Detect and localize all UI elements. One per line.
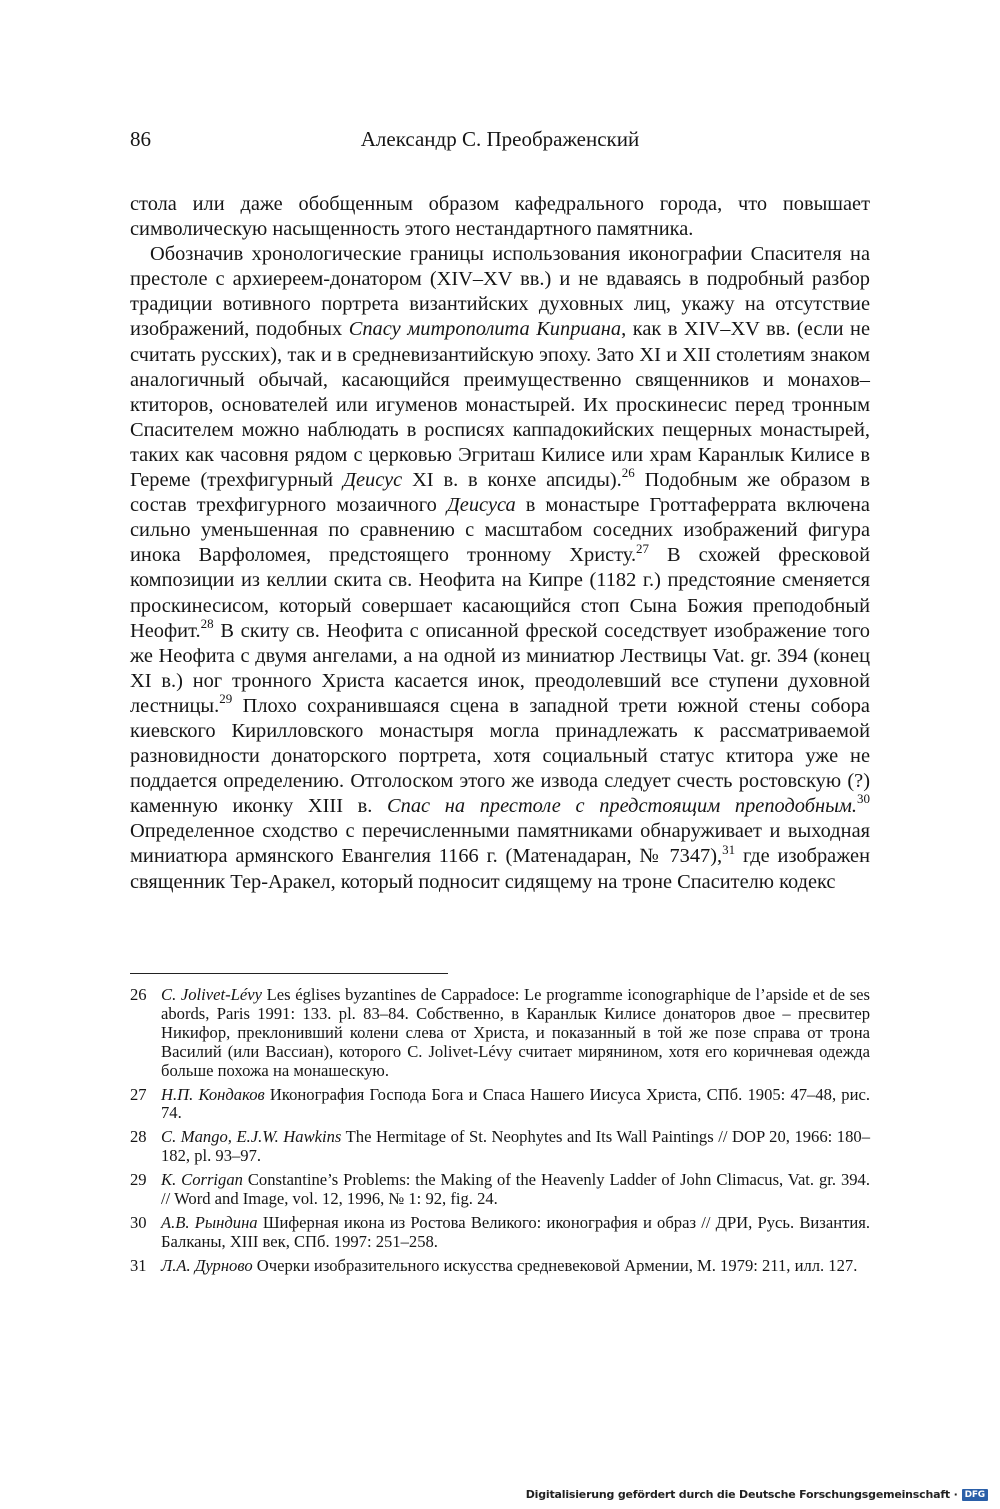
footnote-ref[interactable]: 30 [857, 791, 870, 807]
footnote-separator [130, 973, 448, 974]
italic-title: Деисус [342, 469, 403, 492]
footnote-26 [130, 986, 870, 1081]
footnote-ref[interactable]: 27 [636, 540, 650, 556]
footnote-author: C. Mango, E.J.W. Hawkins [161, 1127, 342, 1147]
footnote-text: Очерки изобразительного искусства средневековой Армении, М. 1979: 211, илл. 127. [252, 1255, 858, 1275]
footnote-author: Н.П. Кондаков [161, 1084, 265, 1104]
paragraph-2-text: В скиту св. Неофита с описанной фреской соседствует изображение того же Неофита с двумя ангелами, а на одной из миниатюр Лествицы Vat. gr. 394 (конец XI в.) ног тронного Христа касается инок, преодолевший все ступени духовной лестницы. [130, 619, 870, 717]
paragraph-2-text: Обозначив хронологические границы использования иконографии Спасителя на престоле с архиереем-донатором (XIV–XV вв.) и не вдаваясь в подробный разбор традиции вотивного портрета византийских духовных лиц, укажу на отсутствие изображений, подобных [130, 243, 870, 341]
footnote-number: 27 [130, 1084, 147, 1104]
page-number: 86 [130, 127, 151, 151]
footnote-ref[interactable]: 29 [219, 691, 233, 707]
footnote-author: C. Jolivet-Lévy [161, 985, 262, 1004]
paragraph-2-text: , как в XIV–XV вв. (если не считать русских), так и в средневизантийскую эпоху. Зато XI и XII столетиям знаком аналогичный обычай, касающийся преимущественно священников и монахов–ктиторов, основателей или игуменов монастырей. Их проскинесис перед тронным Спасителем можно наблюдать в росписях каппадокийских пещерных монастырей, таких как часовня рядом с церковью Эгриташ Килисе или храм Каранлык Килисе в Гереме (трехфигурный [130, 318, 870, 492]
footnote-author: А.В. Рындина [161, 1212, 258, 1232]
paragraph-2 [130, 242, 870, 894]
paragraph-1-text: стола или даже обобщенным образом кафедрального города, что повышает символическую насыщенность этого нестандартного памятника. [130, 193, 870, 241]
italic-title: Спасу митрополита Киприана [348, 318, 622, 341]
paragraph-2-text: Плохо сохранившаяся сцена в западной трети южной стены собора киевского Кирилловского монастыря могла принадлежать к рассматриваемой разновидности донаторского портрета, хотя социальный статус ктитора уже не поддается определению. Отголоском этого же извода следует счесть ростовскую (?) каменную иконку XIII в. [130, 694, 870, 818]
footnote-number: 28 [130, 1127, 147, 1147]
footnote-27 [130, 1086, 870, 1124]
italic-title: Деисуса [446, 494, 516, 517]
footnote-30 [130, 1214, 870, 1252]
paragraph-2-text: Определенное сходство с перечисленными памятниками обнаруживает и выходная миниатюра армянского Евангелия 1166 г. (Матенадаран, № 7347), [130, 820, 870, 868]
footnote-ref[interactable]: 26 [621, 465, 635, 481]
footnotes [130, 986, 870, 1281]
footnote-number: 30 [130, 1212, 147, 1232]
footnote-text: The Hermitage of St. Neophytes and Its Wall Paintings // DOP 20, 1966: 180–182, pl. 93–97. [161, 1127, 870, 1166]
footnote-text: Constantine’s Problems: the Making of the Heavenly Ladder of John Climacus, Vat. gr. 394. // Word and Image, vol. 12, 1996, № 1: 92, fig. 24. [161, 1170, 870, 1209]
paragraph-2-text: в монастыре Гроттаферрата включена сильно уменьшенная по сравнению с масштабом соседних изображений фигура инока Варфоломея, предстоящего тронному Христу. [130, 494, 870, 567]
footnote-ref[interactable]: 31 [722, 841, 736, 857]
footnote-number: 29 [130, 1170, 147, 1190]
running-header [130, 127, 870, 157]
dfg-logo-icon: DFG [962, 1489, 988, 1501]
italic-title: Спас на престоле с предстоящим преподобным. [387, 795, 857, 818]
footnote-text: Шиферная икона из Ростова Великого: иконография и образ // ДРИ, Русь. Византия. Балканы, XIII век, СПб. 1997: 251–258. [161, 1212, 870, 1251]
footnote-31 [130, 1257, 870, 1276]
running-title: Александр С. Преображенский [360, 127, 640, 151]
footnote-author: Л.А. Дурново [161, 1255, 253, 1275]
credit-text: Digitalisierung gefördert durch die Deutsche Forschungsgemeinschaft · [525, 1488, 958, 1501]
body-text [130, 192, 870, 895]
footnote-29 [130, 1171, 870, 1209]
footnote-author: K. Corrigan [161, 1170, 243, 1190]
footnote-text: Les églises byzantines de Cappadoce: Le programme iconographique de l’apside et de ses abords, Paris 1991: 133. pl. 83–84. Собственно, в Каранлык Килисе донаторов двое – пресвитер Никифор, преклонивший колени слева от Христа, и показанный в той же позе справа от трона Василий (или Вассиан), которого C. Jolivet-Lévy считает мирянином, хотя его коричневая одежда больше похожа на монашескую. [161, 985, 870, 1080]
paragraph-1 [130, 192, 870, 242]
footnote-number: 31 [130, 1255, 147, 1275]
footnote-number: 26 [130, 985, 147, 1004]
footnote-ref[interactable]: 28 [200, 615, 214, 631]
paragraph-2-text: где изображен священник Тер-Аракел, который подносит сидящему на троне Спасителю кодекс [130, 845, 870, 893]
paragraph-2-text: В схожей фресковой композиции из келлии скита св. Неофита на Кипре (1182 г.) предстояние сменяется проскинесисом, который совершает касающийся стоп Сына Божия преподобный Неофит. [130, 544, 870, 642]
footnote-text: Иконография Господа Бога и Спаса Нашего Иисуса Христа, СПб. 1905: 47–48, рис. 74. [161, 1084, 870, 1123]
digitization-credit [526, 1488, 988, 1501]
paragraph-2-text: XI в. в конхе апсиды). [402, 469, 622, 492]
paragraph-2-text: Подобным же образом в состав трехфигурного мозаичного [130, 469, 870, 517]
footnote-28 [130, 1128, 870, 1166]
